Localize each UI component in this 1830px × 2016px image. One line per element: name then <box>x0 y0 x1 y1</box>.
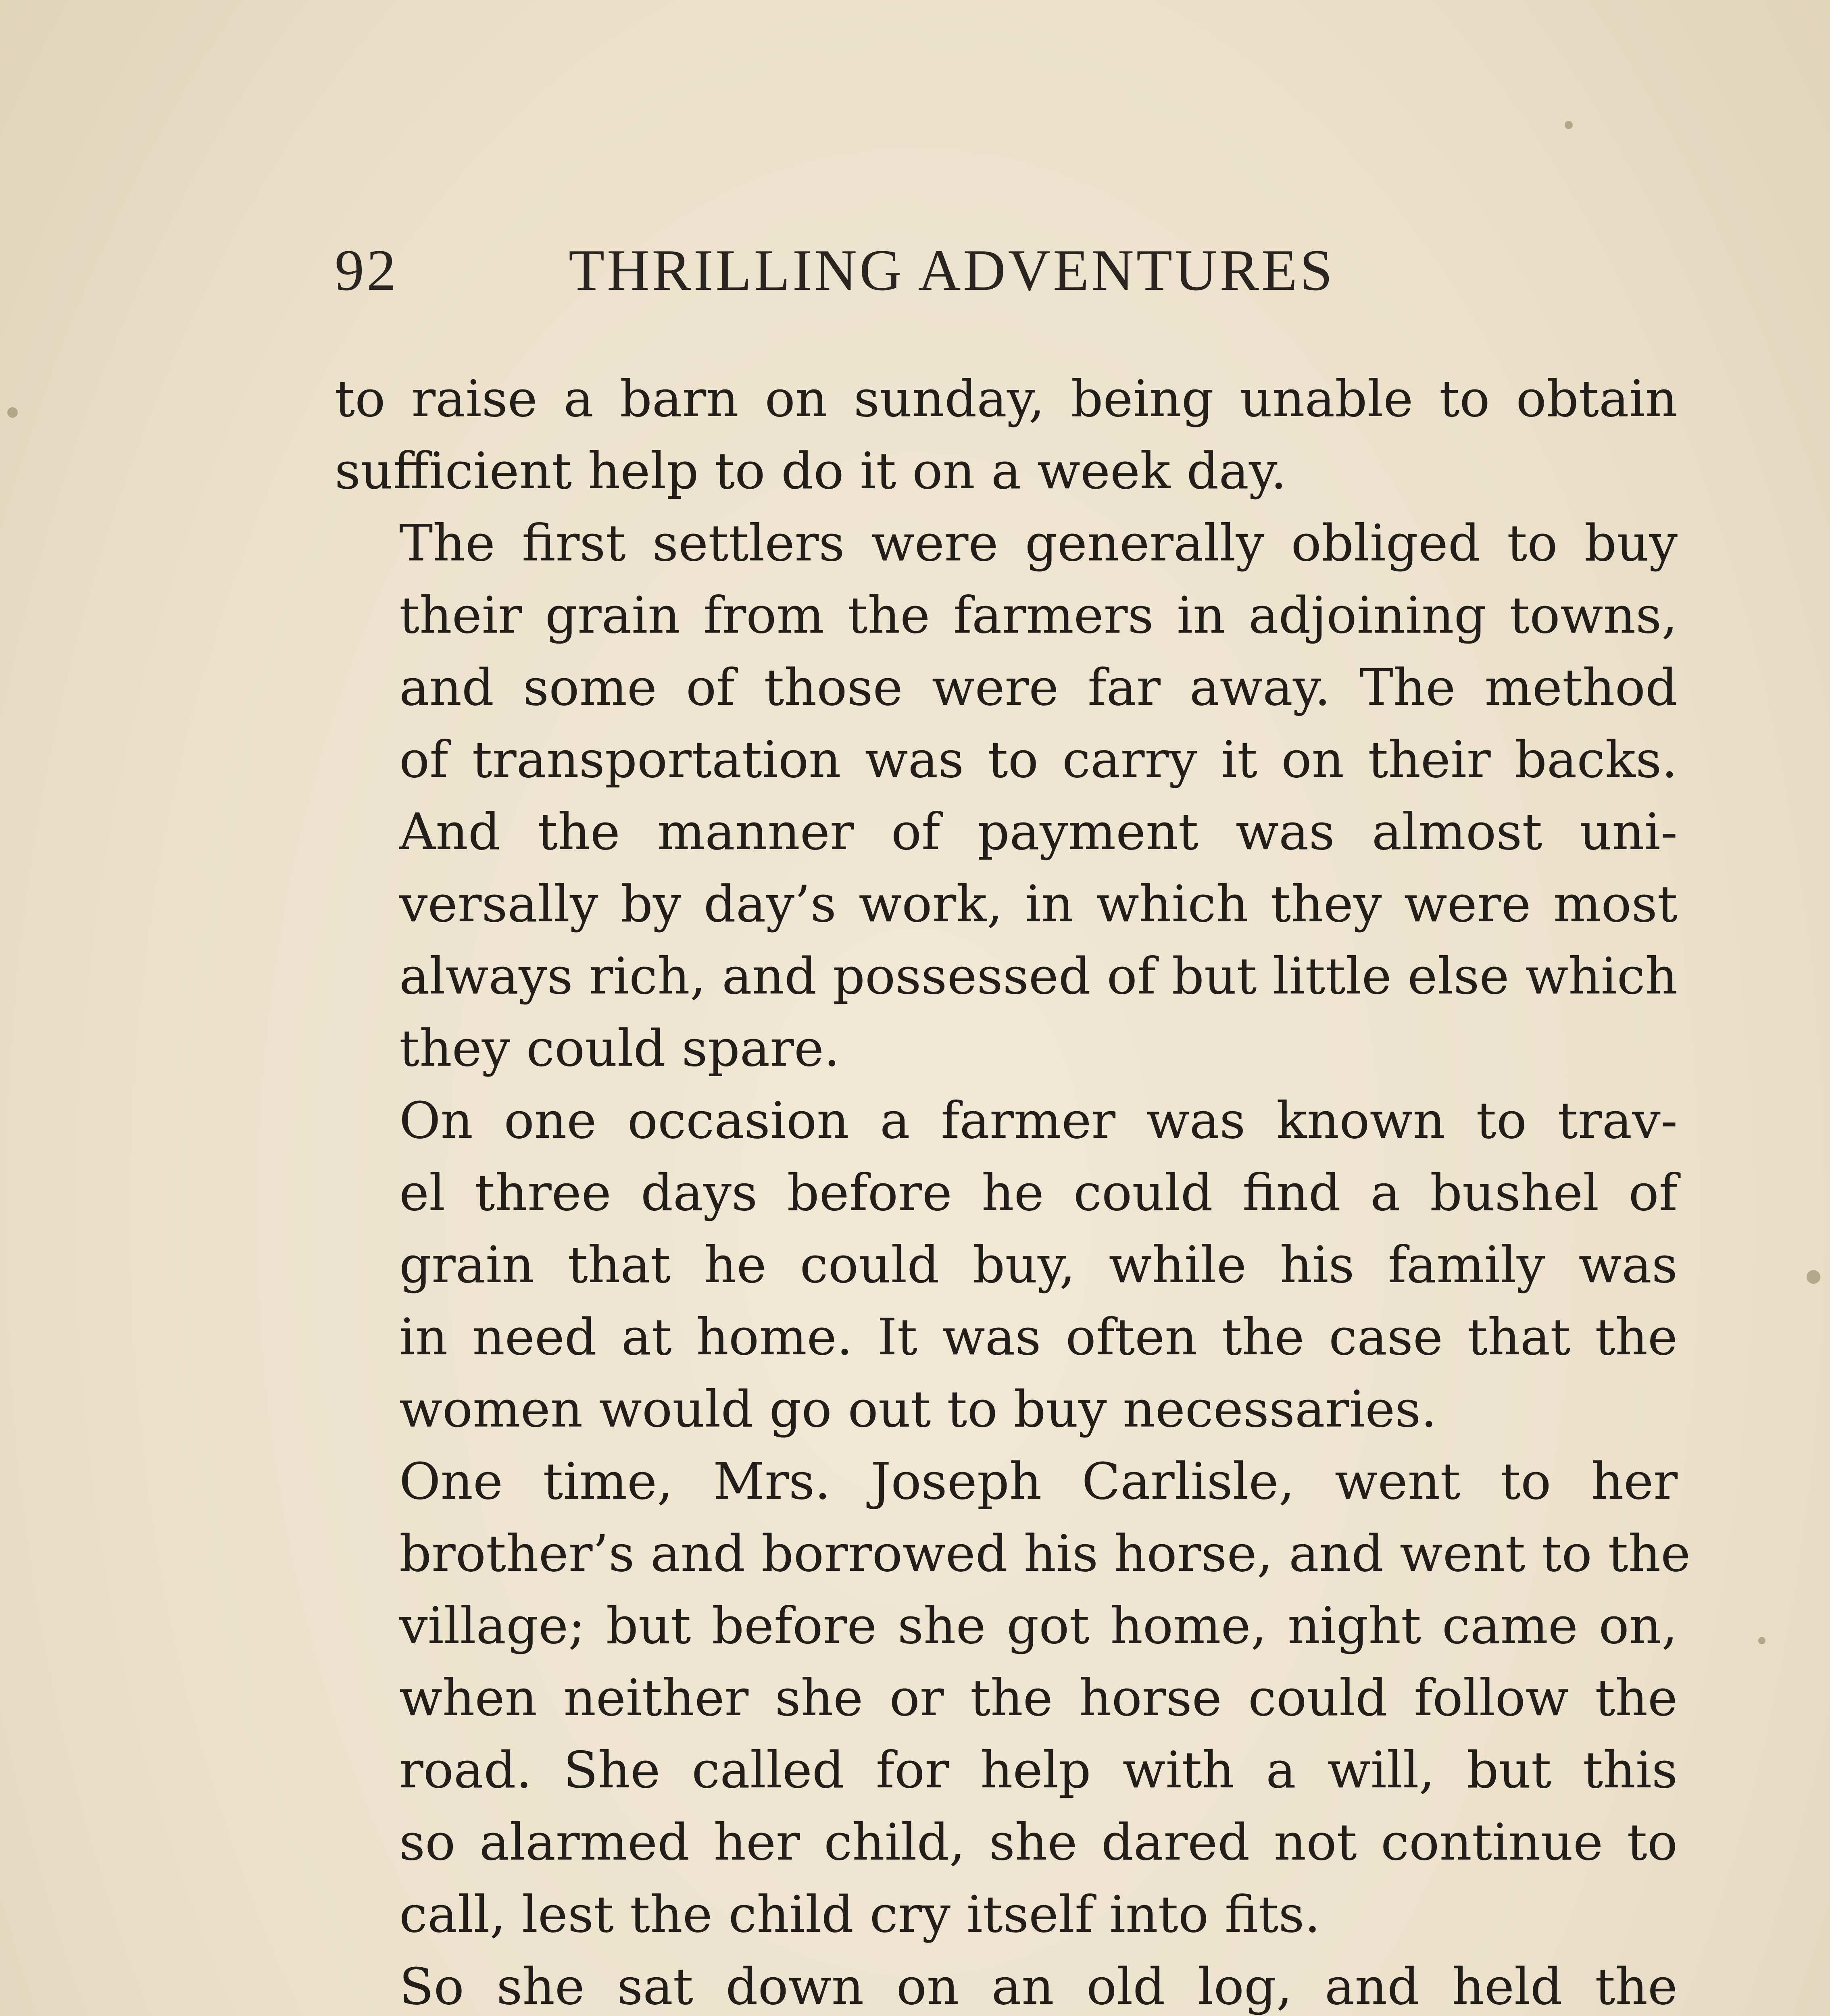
text-line: One time, Mrs. Joseph Carlisle, went to her <box>399 1452 1678 1511</box>
book-title: THRILLING ADVENTURES <box>569 237 1335 303</box>
text-line: call, lest the child cry itself into fits. <box>399 1885 1321 1944</box>
text-line: On one occasion a farmer was known to trav- <box>399 1091 1678 1150</box>
text-line: in need at home. It was often the case that the <box>399 1308 1678 1366</box>
text-line: so alarmed her child, she dared not continue to <box>399 1813 1678 1872</box>
text-line: village; but before she got home, night came on, <box>399 1597 1678 1655</box>
paper-speck <box>7 407 18 418</box>
text-line: So she sat down on an old log, and held the <box>399 1958 1678 2016</box>
text-line: road. She called for help with a will, but this <box>399 1741 1678 1799</box>
running-head <box>335 226 1674 314</box>
text-line: to raise a barn on sunday, being unable to obtain <box>335 370 1678 428</box>
text-line: brother’s and borrowed his horse, and went to the <box>399 1524 1691 1583</box>
paper-speck <box>1565 121 1573 129</box>
body-text <box>335 363 1691 2016</box>
text-line: they could spare. <box>399 1019 840 1078</box>
text-line: of transportation was to carry it on their backs. <box>399 731 1678 789</box>
paragraph <box>335 1951 1678 2016</box>
text-line: and some of those were far away. The method <box>399 658 1678 717</box>
text-line: their grain from the farmers in adjoining towns, <box>399 586 1678 645</box>
text-line: el three days before he could find a bushel of <box>399 1164 1678 1222</box>
text-line: always rich, and possessed of but little else which <box>399 947 1678 1006</box>
page-number: 92 <box>335 237 398 303</box>
paragraph <box>335 363 1678 507</box>
text-line: grain that he could buy, while his family was <box>399 1236 1678 1294</box>
text-line: when neither she or the horse could follow the <box>399 1669 1678 1727</box>
paper-speck <box>1807 1270 1820 1284</box>
paper-speck <box>1758 1637 1765 1644</box>
paragraph <box>335 1445 1691 1951</box>
text-line: And the manner of payment was almost uni- <box>399 803 1678 861</box>
text-line: sufficient help to do it on a week day. <box>335 442 1287 500</box>
paragraph <box>335 507 1678 1085</box>
paragraph <box>335 1085 1678 1445</box>
text-line: versally by day’s work, in which they were most <box>399 875 1678 933</box>
text-line: women would go out to buy necessaries. <box>399 1380 1437 1439</box>
text-line: The first settlers were generally obliged to buy <box>399 514 1678 573</box>
